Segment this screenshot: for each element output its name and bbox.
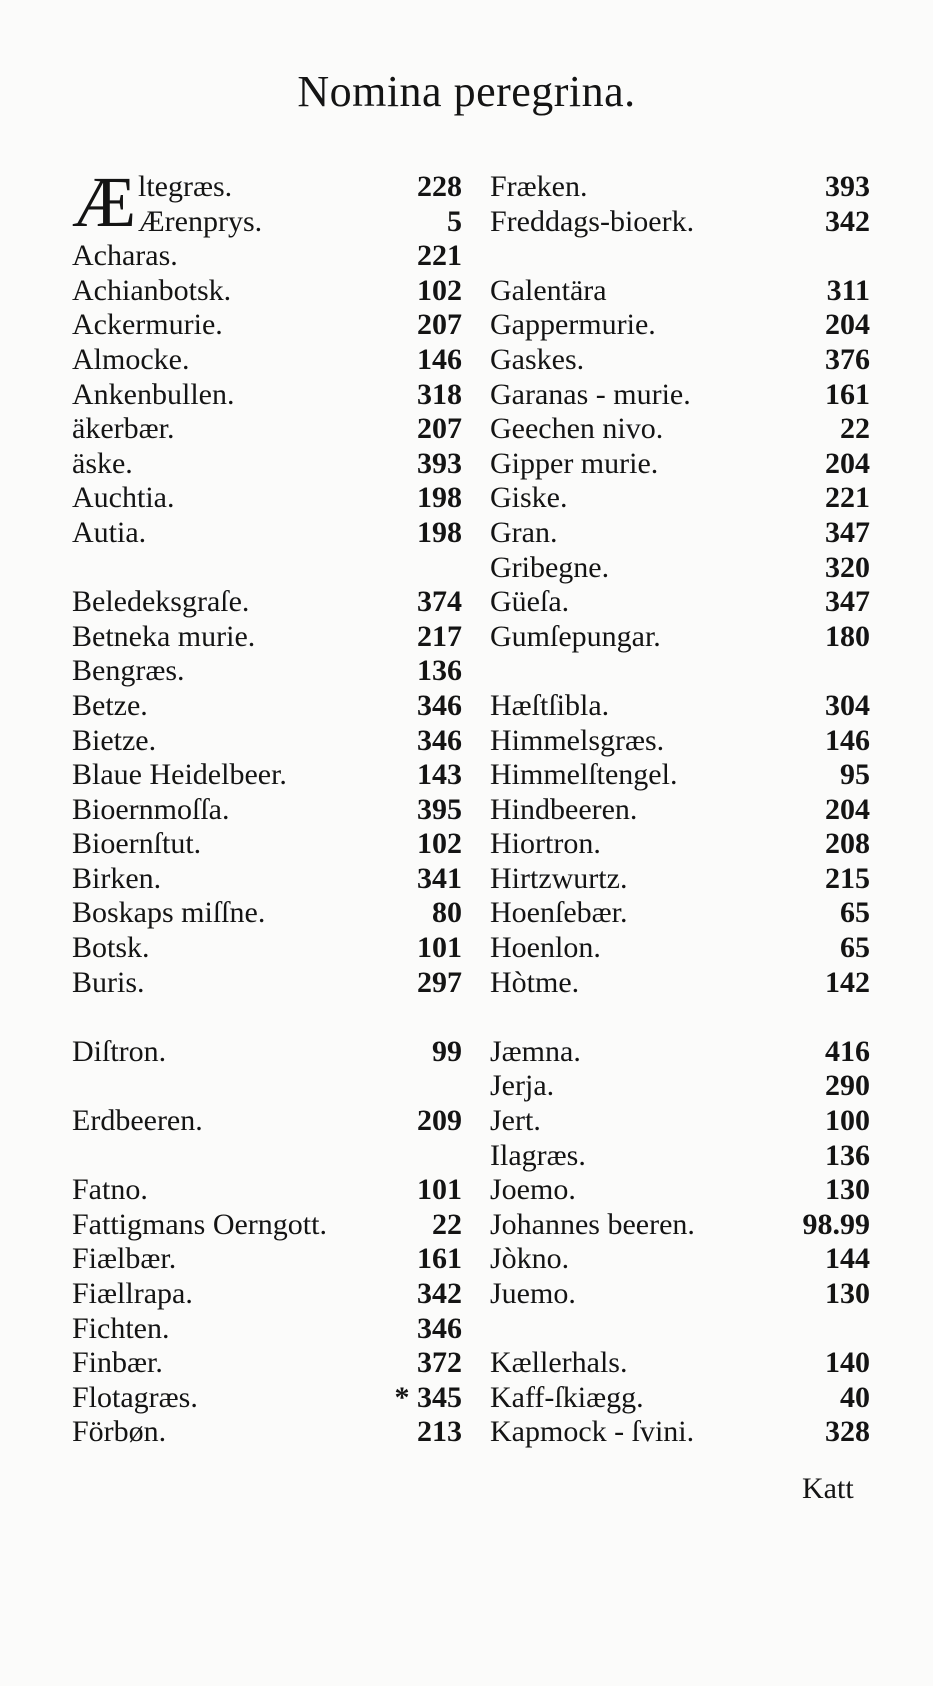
- index-entry: [72, 343, 462, 378]
- entry-name: Almocke.: [72, 342, 190, 376]
- index-entry: [72, 481, 462, 516]
- index-entry: [490, 1277, 870, 1312]
- index-entry: [72, 620, 462, 655]
- entry-gap: [72, 1069, 462, 1104]
- entry-name: Betneka murie.: [72, 619, 256, 653]
- entry-page-number: 140: [825, 1346, 870, 1380]
- index-entry: [490, 343, 870, 378]
- index-entry: [490, 620, 870, 655]
- entry-name: Gappermurie.: [490, 308, 656, 342]
- index-entry: [490, 966, 870, 1001]
- entry-name: Betze.: [72, 688, 148, 722]
- index-entry: [490, 447, 870, 482]
- entry-page-number: 102: [417, 273, 462, 307]
- entry-name: Achianbotsk.: [72, 273, 232, 307]
- entry-page-number: 22: [432, 1207, 462, 1241]
- index-entry: [72, 1104, 462, 1139]
- entry-name: Gipper murie.: [490, 446, 659, 480]
- index-entry: [72, 205, 462, 240]
- entry-name: Ankenbullen.: [72, 377, 235, 411]
- index-entry: [490, 1208, 870, 1243]
- entry-name: Kællerhals.: [490, 1346, 628, 1380]
- index-entry: [490, 758, 870, 793]
- entry-page-number: 320: [825, 550, 870, 584]
- entry-page-number: 142: [825, 965, 870, 999]
- entry-name: Hindbeeren.: [490, 792, 638, 826]
- entry-page-number: 376: [825, 342, 870, 376]
- entry-name: Birken.: [72, 861, 162, 895]
- entry-page-number: 221: [417, 239, 462, 273]
- index-entry: [72, 654, 462, 689]
- index-entry: [72, 896, 462, 931]
- entry-page-number: 80: [432, 896, 462, 930]
- entry-page-number: 146: [417, 342, 462, 376]
- entry-page-number: 213: [417, 1415, 462, 1449]
- entry-page-number: 228: [417, 170, 462, 203]
- index-entry: [72, 1381, 462, 1416]
- entry-name: Juemo.: [490, 1277, 576, 1310]
- entry-name: Flotagræs.: [72, 1380, 198, 1414]
- entry-name: Gribegne.: [490, 550, 610, 584]
- entry-page-number: 98.99: [802, 1207, 870, 1241]
- entry-gap: [490, 1000, 870, 1035]
- entry-name: Autia.: [72, 515, 147, 549]
- index-entry: [490, 1381, 870, 1416]
- index-entry: [490, 516, 870, 551]
- entry-page-number: 341: [417, 861, 462, 895]
- entry-page-number: 204: [825, 308, 870, 342]
- entry-name: Boskaps miſſne.: [72, 896, 266, 930]
- index-entry: [72, 585, 462, 620]
- entry-page-number: 180: [825, 619, 870, 653]
- index-entry: [72, 1312, 462, 1347]
- page-title: Nomina peregrina.: [297, 67, 636, 116]
- entry-name: Fichten.: [72, 1311, 170, 1345]
- entry-page-number: 209: [417, 1104, 462, 1138]
- index-entry: [490, 827, 870, 862]
- index-entry: [72, 1346, 462, 1381]
- entry-page-number: 393: [825, 170, 870, 203]
- entry-name: Fiællrapa.: [72, 1277, 193, 1310]
- entry-name: Galentära: [490, 273, 607, 307]
- entry-name: Giske.: [490, 481, 568, 515]
- index-entry: [490, 585, 870, 620]
- index-entry: [72, 931, 462, 966]
- index-entry: [72, 793, 462, 828]
- entry-page-number: 318: [417, 377, 462, 411]
- entry-name: Hoenſebær.: [490, 896, 628, 930]
- entry-page-number: 395: [417, 792, 462, 826]
- entry-page-number: 130: [825, 1277, 870, 1310]
- entry-name: Güeſa.: [490, 585, 570, 619]
- entry-name: Hòtme.: [490, 965, 580, 999]
- entry-name: Kapmock - ſvini.: [490, 1415, 695, 1449]
- index-entry: [72, 1173, 462, 1208]
- entry-page-number: 101: [417, 1173, 462, 1207]
- entry-page-number: 95: [840, 758, 870, 792]
- entry-name: Bietze.: [72, 723, 157, 757]
- index-entry: [490, 1104, 870, 1139]
- entry-page-number: 102: [417, 827, 462, 861]
- entry-name: Acharas.: [72, 239, 178, 273]
- entry-page-number: 304: [825, 688, 870, 722]
- index-entry: [72, 827, 462, 862]
- index-entry: [490, 1069, 870, 1104]
- entry-name: Ackermurie.: [72, 308, 223, 342]
- entry-name: Fiælbær.: [72, 1242, 177, 1276]
- entry-name: äske.: [72, 446, 133, 480]
- entry-page-number: 144: [825, 1242, 870, 1276]
- entry-name: Joemo.: [490, 1173, 576, 1207]
- entry-gap: [490, 239, 870, 274]
- entry-name: Auchtia.: [72, 481, 175, 515]
- entry-name: Ærenprys.: [138, 204, 263, 238]
- index-entry: [490, 689, 870, 724]
- index-entry: [490, 481, 870, 516]
- entry-name: Bioernſtut.: [72, 827, 202, 861]
- entry-page-number: 346: [417, 1311, 462, 1345]
- index-entry: [72, 170, 462, 205]
- index-entry: [72, 758, 462, 793]
- entry-page-number: 342: [825, 204, 870, 238]
- entry-name: Beledeksgraſe.: [72, 585, 250, 619]
- index-entry: [72, 447, 462, 482]
- index-entry: [490, 308, 870, 343]
- entry-page-number: 207: [417, 412, 462, 446]
- entry-gap: [490, 654, 870, 689]
- index-entry: [72, 239, 462, 274]
- entry-page-number: 65: [840, 896, 870, 930]
- right-column: [490, 170, 870, 1450]
- entry-name: Fattigmans Oerngott.: [72, 1207, 327, 1241]
- entry-page-number: 204: [825, 792, 870, 826]
- entry-name: Diſtron.: [72, 1034, 167, 1068]
- entry-gap: [72, 1000, 462, 1035]
- entry-name: Gran.: [490, 515, 558, 549]
- index-entry: [72, 1415, 462, 1450]
- entry-name: Finbær.: [72, 1346, 163, 1380]
- index-entry: [490, 170, 870, 205]
- index-entry: [490, 931, 870, 966]
- entry-page-number: 204: [825, 446, 870, 480]
- entry-page-number: 198: [417, 481, 462, 515]
- index-entry: [490, 1242, 870, 1277]
- entry-name: Garanas - murie.: [490, 377, 691, 411]
- entry-name: Jerja.: [490, 1069, 555, 1103]
- entry-gap: [490, 1312, 870, 1347]
- entry-page-number: 198: [417, 515, 462, 549]
- index-entry: [490, 274, 870, 309]
- entry-page-number: 416: [825, 1034, 870, 1068]
- index-entry: [72, 689, 462, 724]
- entry-page-number: 146: [825, 723, 870, 757]
- drop-capital: Æ: [72, 162, 137, 242]
- entry-page-number: 372: [417, 1346, 462, 1380]
- index-entry: [72, 516, 462, 551]
- index-entry: [490, 551, 870, 586]
- entry-name: Erdbeeren.: [72, 1104, 203, 1138]
- entry-page-number: 346: [417, 688, 462, 722]
- entry-name: Ilagræs.: [490, 1138, 586, 1172]
- entry-name: Hiortron.: [490, 827, 601, 861]
- index-entry: [72, 1035, 462, 1070]
- entry-page-number: 5: [447, 204, 462, 238]
- entry-page-number: 342: [417, 1277, 462, 1310]
- entry-page-number: 328: [825, 1415, 870, 1449]
- entry-page-number: 215: [825, 861, 870, 895]
- entry-name: Kaff-ſkiægg.: [490, 1380, 644, 1414]
- index-entry: [72, 412, 462, 447]
- entry-page-number: 347: [825, 585, 870, 619]
- entry-name: Jert.: [490, 1104, 541, 1138]
- entry-name: Gumſepungar.: [490, 619, 661, 653]
- entry-page-number: 311: [826, 273, 870, 307]
- entry-page-number: 221: [825, 481, 870, 515]
- entry-name: Hæſtſibla.: [490, 688, 610, 722]
- entry-page-number: 393: [417, 446, 462, 480]
- entry-page-number: 207: [417, 308, 462, 342]
- entry-name: Gaskes.: [490, 342, 585, 376]
- entry-page-number: 40: [840, 1380, 870, 1414]
- index-entry: [490, 1035, 870, 1070]
- entry-page-number: 297: [417, 965, 462, 999]
- entry-page-number: 65: [840, 931, 870, 965]
- index-entry: [490, 1173, 870, 1208]
- entry-page-number: 208: [825, 827, 870, 861]
- entry-name: Blaue Heidelbeer.: [72, 758, 287, 792]
- entry-page-number: 143: [417, 758, 462, 792]
- entry-name: Buris.: [72, 965, 145, 999]
- entry-page-number: * 345: [394, 1380, 462, 1414]
- entry-page-number: 100: [825, 1104, 870, 1138]
- entry-name: Bioernmoſſa.: [72, 792, 230, 826]
- index-entry: [490, 1139, 870, 1174]
- entry-name: Fatno.: [72, 1173, 148, 1207]
- entry-page-number: 347: [825, 515, 870, 549]
- catchword: Katt: [802, 1472, 854, 1505]
- entry-gap: [72, 551, 462, 586]
- entry-gap: [72, 1139, 462, 1174]
- left-column: [72, 162, 462, 1450]
- entry-page-number: 22: [840, 412, 870, 446]
- entry-page-number: 290: [825, 1069, 870, 1103]
- entry-name: Himmelsgræs.: [490, 723, 665, 757]
- entry-name: Jæmna.: [490, 1034, 581, 1068]
- entry-page-number: 161: [417, 1242, 462, 1276]
- index-entry: [490, 205, 870, 240]
- entry-page-number: 161: [825, 377, 870, 411]
- index-entry: [72, 966, 462, 1001]
- entry-page-number: 101: [417, 931, 462, 965]
- index-entry: [490, 1415, 870, 1450]
- index-entry: [490, 793, 870, 828]
- entry-name: Geechen nivo.: [490, 412, 664, 446]
- entry-page-number: 346: [417, 723, 462, 757]
- entry-name: äkerbær.: [72, 412, 175, 446]
- index-entry: [72, 274, 462, 309]
- index-entry: [72, 724, 462, 759]
- entry-name: Botsk.: [72, 931, 150, 965]
- entry-page-number: 130: [825, 1173, 870, 1207]
- index-entry: [490, 896, 870, 931]
- index-entry: [72, 378, 462, 413]
- index-entry: [72, 1242, 462, 1277]
- entry-name: Hirtzwurtz.: [490, 861, 628, 895]
- entry-name: Johannes beeren.: [490, 1207, 695, 1241]
- entry-page-number: 99: [432, 1034, 462, 1068]
- index-entry: [490, 412, 870, 447]
- entry-name: Jòkno.: [490, 1242, 570, 1276]
- entry-name: Fræken.: [490, 170, 588, 203]
- index-entry: [72, 862, 462, 897]
- index-entry: [490, 862, 870, 897]
- index-entry: [72, 1277, 462, 1312]
- entry-name: Bengræs.: [72, 654, 185, 688]
- entry-name: Freddags-bioerk.: [490, 204, 695, 238]
- index-entry: [490, 724, 870, 759]
- index-entry: [490, 378, 870, 413]
- entry-name: Himmelſtengel.: [490, 758, 678, 792]
- entry-page-number: 136: [825, 1138, 870, 1172]
- index-entry: [490, 1346, 870, 1381]
- entry-name: Förbøn.: [72, 1415, 167, 1449]
- entry-page-number: 136: [417, 654, 462, 688]
- index-entry: [72, 1208, 462, 1243]
- entry-name: Hoenlon.: [490, 931, 601, 965]
- entry-name: ltegræs.: [138, 170, 233, 203]
- entry-page-number: 374: [417, 585, 462, 619]
- entry-page-number: 217: [417, 619, 462, 653]
- index-entry: [72, 308, 462, 343]
